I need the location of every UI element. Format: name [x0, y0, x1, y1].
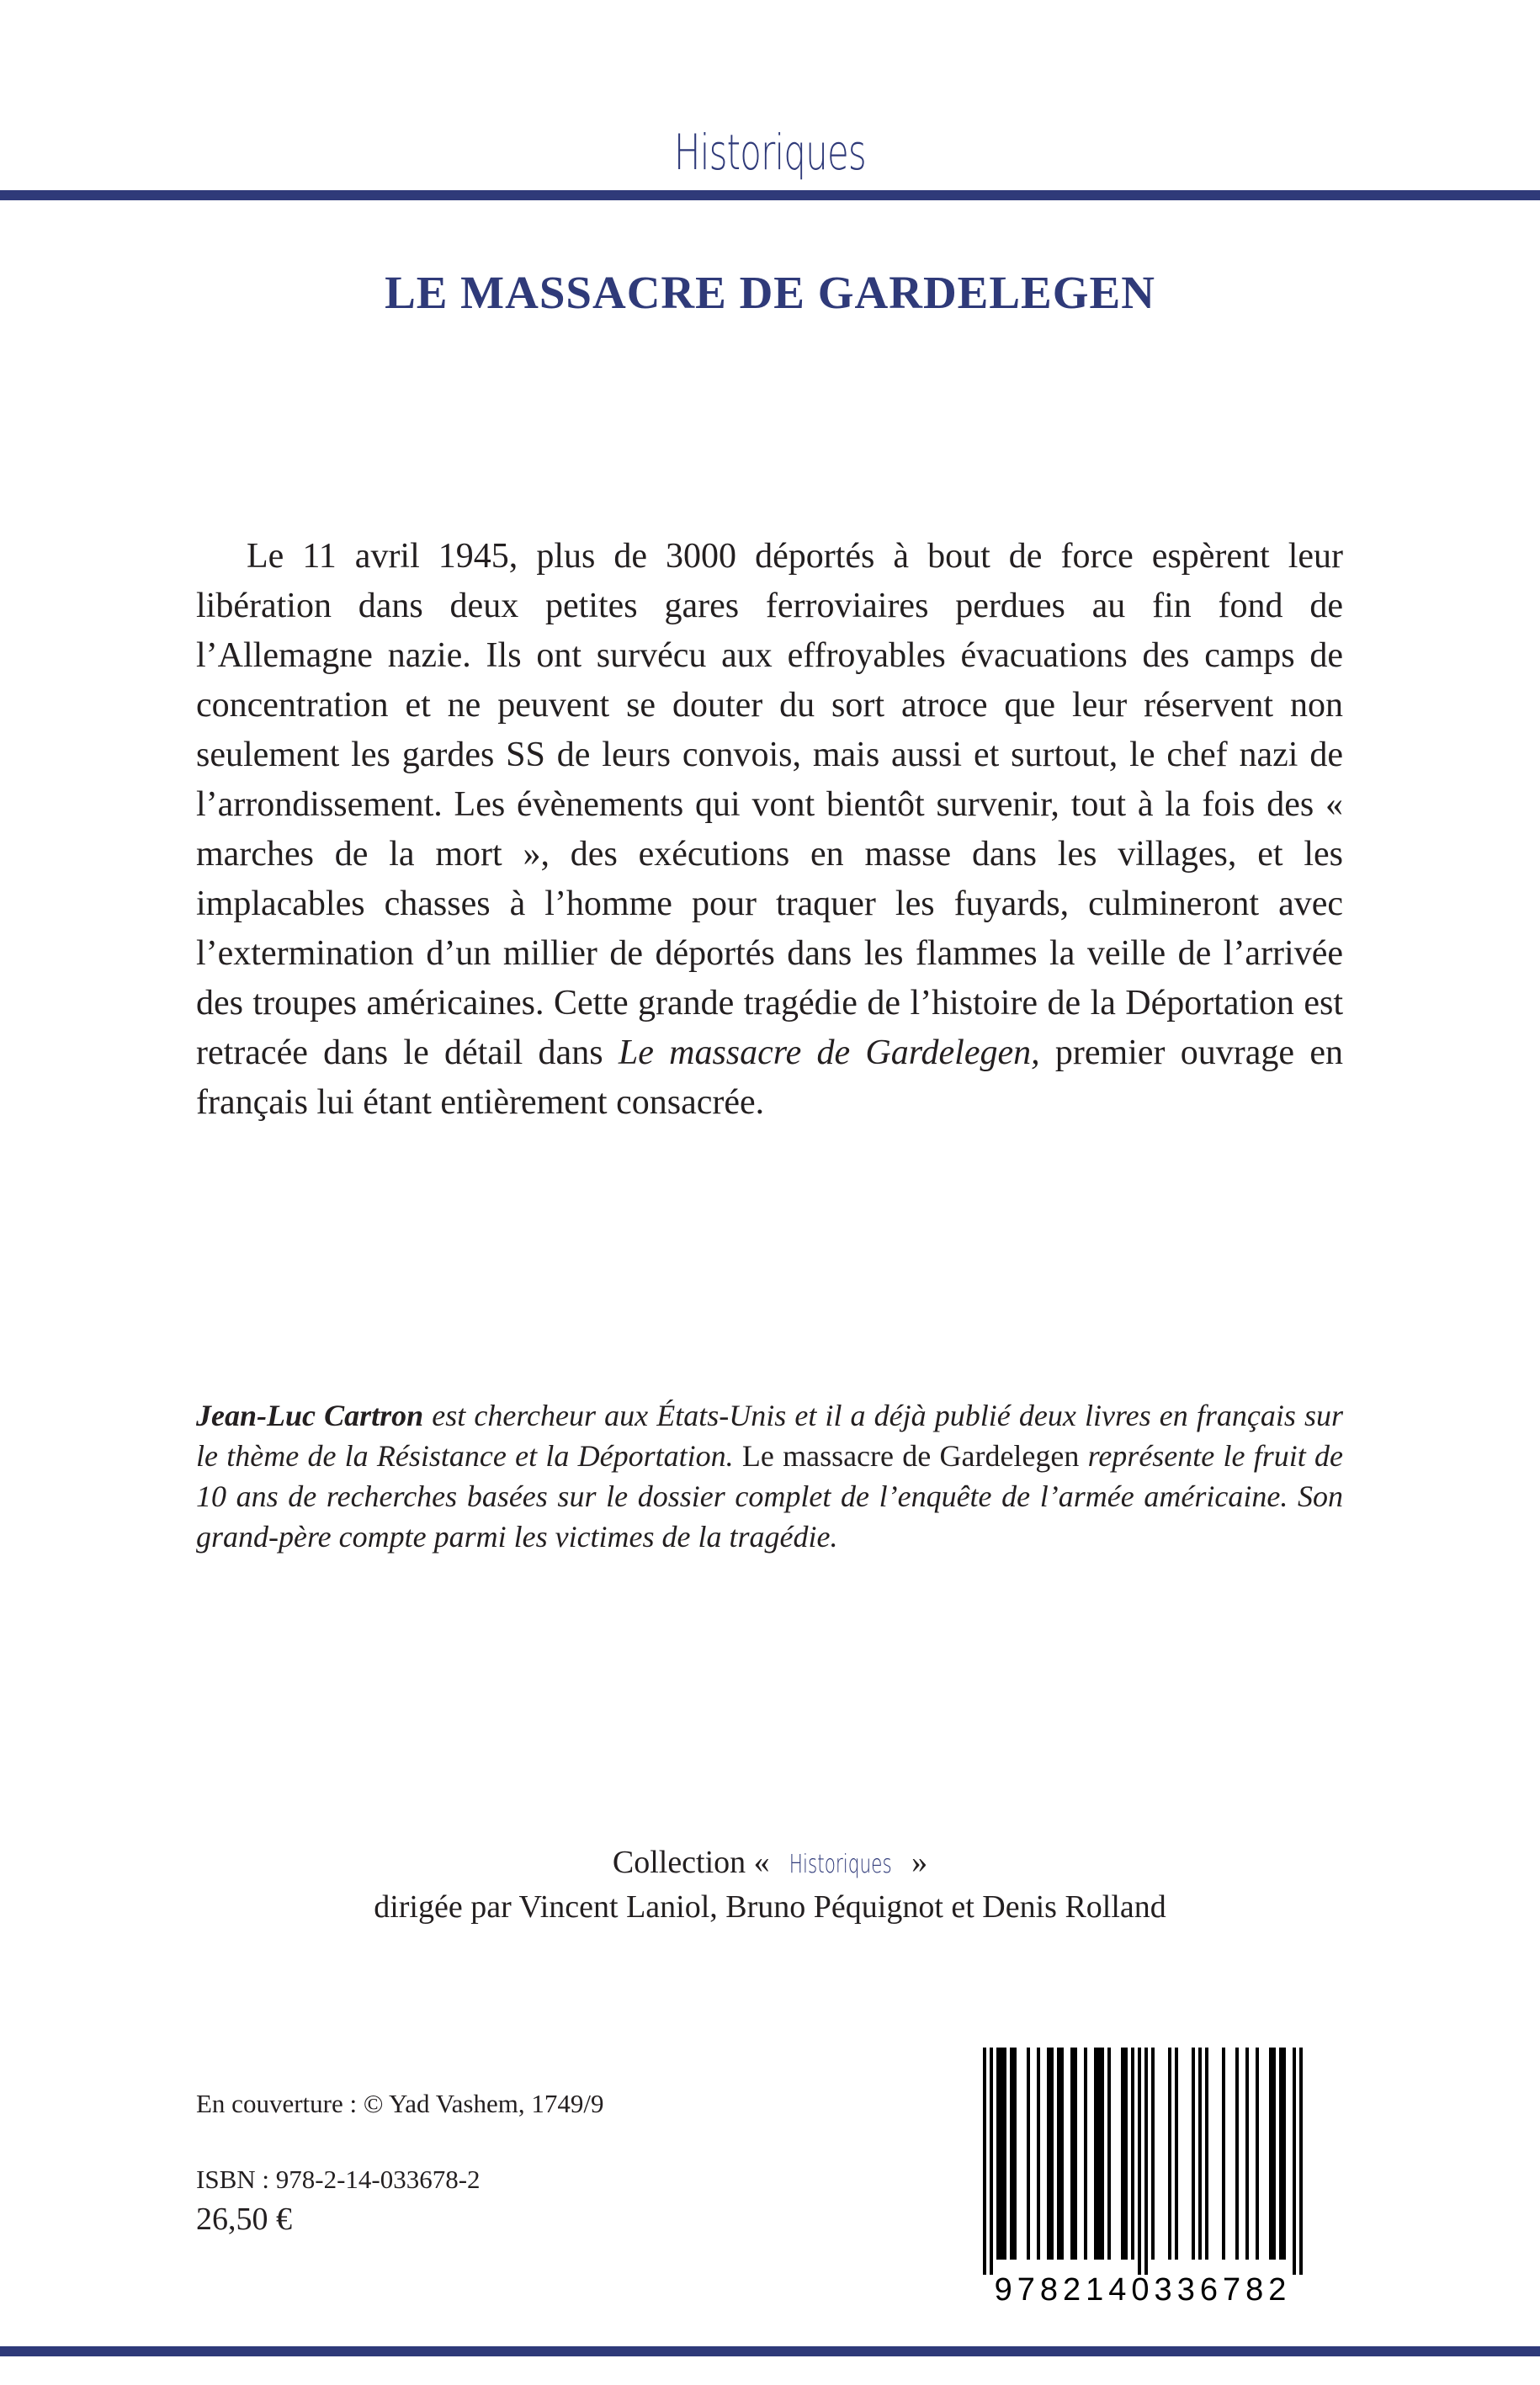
collection-series-logo: Historiques	[789, 1850, 892, 1879]
synopsis-text-end: premier ouvrage en français lui étant entièrement consacrée.	[196, 1033, 1343, 1122]
barcode-bar	[996, 2048, 1000, 2260]
barcode-bar	[983, 2048, 986, 2275]
cover-credit: En couverture : © Yad Vashem, 1749/9	[196, 2089, 604, 2118]
barcode	[946, 2048, 1340, 2308]
barcode-bar	[1131, 2048, 1134, 2260]
barcode-bar	[1151, 2048, 1155, 2260]
barcode-bar	[1070, 2048, 1074, 2260]
barcode-bar	[1272, 2048, 1276, 2260]
barcode-bar	[1097, 2048, 1101, 2260]
barcode-bar	[1047, 2048, 1050, 2260]
barcode-bar	[1282, 2048, 1286, 2260]
barcode-bar	[1094, 2048, 1097, 2260]
collection-directors: dirigée par Vincent Laniol, Bruno Péquignot et Denis Rolland	[374, 1889, 1166, 1925]
barcode-bar	[1101, 2048, 1104, 2260]
barcode-bar	[1138, 2048, 1141, 2275]
bottom-rule	[0, 2346, 1540, 2356]
author-name: Jean-Luc Cartron	[196, 1399, 424, 1432]
synopsis-paragraph	[196, 532, 1343, 1128]
isbn: ISBN : 978-2-14-033678-2	[196, 2165, 481, 2194]
barcode-bar	[1037, 2048, 1040, 2260]
barcode-bar	[1121, 2048, 1124, 2260]
collection-prefix: Collection «	[612, 1845, 778, 1880]
barcode-bar	[1000, 2048, 1003, 2260]
barcode-bar	[1256, 2048, 1259, 2260]
barcode-bar	[1144, 2048, 1148, 2275]
barcode-bar	[1010, 2048, 1013, 2260]
barcode-bar	[1235, 2048, 1239, 2260]
barcode-bar	[1192, 2048, 1195, 2260]
synopsis-book-title: Le massacre de Gardelegen,	[618, 1033, 1040, 1072]
barcode-bar	[1205, 2048, 1208, 2260]
barcode-bar	[1269, 2048, 1272, 2260]
barcode-bar	[1293, 2048, 1296, 2275]
barcode-bar	[1175, 2048, 1178, 2260]
barcode-bar	[1074, 2048, 1077, 2260]
author-note-text: est chercheur aux États-Unis et il a déjà publié deux livres en français sur le thème de la Résistance et la Déportation.	[196, 1399, 1343, 1473]
barcode-bar	[1027, 2048, 1030, 2260]
barcode-bar	[1107, 2048, 1111, 2260]
top-rule	[0, 190, 1540, 200]
barcode-bar	[1124, 2048, 1128, 2260]
barcode-bar	[1057, 2048, 1060, 2260]
barcode-bar	[1299, 2048, 1303, 2275]
barcode-bar	[1222, 2048, 1225, 2260]
barcode-bar	[1003, 2048, 1006, 2260]
barcode-bars	[946, 2048, 1340, 2275]
author-note-book-title: Le massacre de Gardelegen	[733, 1439, 1088, 1473]
author-note	[196, 1395, 1343, 1557]
book-title: LE MASSACRE DE GARDELEGEN	[385, 267, 1155, 318]
author-note-text-end: représente le fruit de 10 ans de recherches basées sur le dossier complet de l’enquête de l’armée américaine. Son grand-père compte parmi les victimes de la tragédie.	[196, 1439, 1343, 1554]
price: 26,50 €	[196, 2202, 292, 2237]
collection-line	[0, 1841, 1540, 1886]
barcode-bar	[1084, 2048, 1087, 2260]
collection-info	[0, 1841, 1540, 1928]
barcode-bar	[1013, 2048, 1017, 2260]
barcode-bar	[1168, 2048, 1171, 2260]
series-logo: Historiques	[674, 124, 866, 181]
barcode-bar	[1245, 2048, 1249, 2260]
barcode-bar	[1050, 2048, 1054, 2260]
synopsis-text: Le 11 avril 1945, plus de 3000 déportés à bout de force espèrent leur libération dans deux petites gares ferroviaires perdues au fin fond de l’Allemagne nazie. Ils ont survécu aux effroyables évacuations des camps de concentration et ne peuvent se douter du sort atroce que leur réservent non seulement les gardes SS de leurs convois, mais aussi et surtout, le chef nazi de l’arrondissement. Les évènements qui vont bientôt survenir, tout à la fois des « marches de la mort », des exécutions en masse dans les villages, et les implacables chasses à l’homme pour traquer les fuyards, culmineront avec l’extermination d’un millier de déportés dans les flammes la veille de l’arrivée des troupes américaines. Cette grande tragédie de l’histoire de la Déportation est retracée dans le détail dans	[196, 537, 1343, 1072]
barcode-bar	[1060, 2048, 1064, 2260]
barcode-bar	[1279, 2048, 1282, 2260]
barcode-bar	[990, 2048, 993, 2275]
barcode-digits: 9782140336782	[994, 2272, 1292, 2308]
collection-suffix: »	[903, 1845, 928, 1880]
barcode-bar	[1198, 2048, 1202, 2260]
